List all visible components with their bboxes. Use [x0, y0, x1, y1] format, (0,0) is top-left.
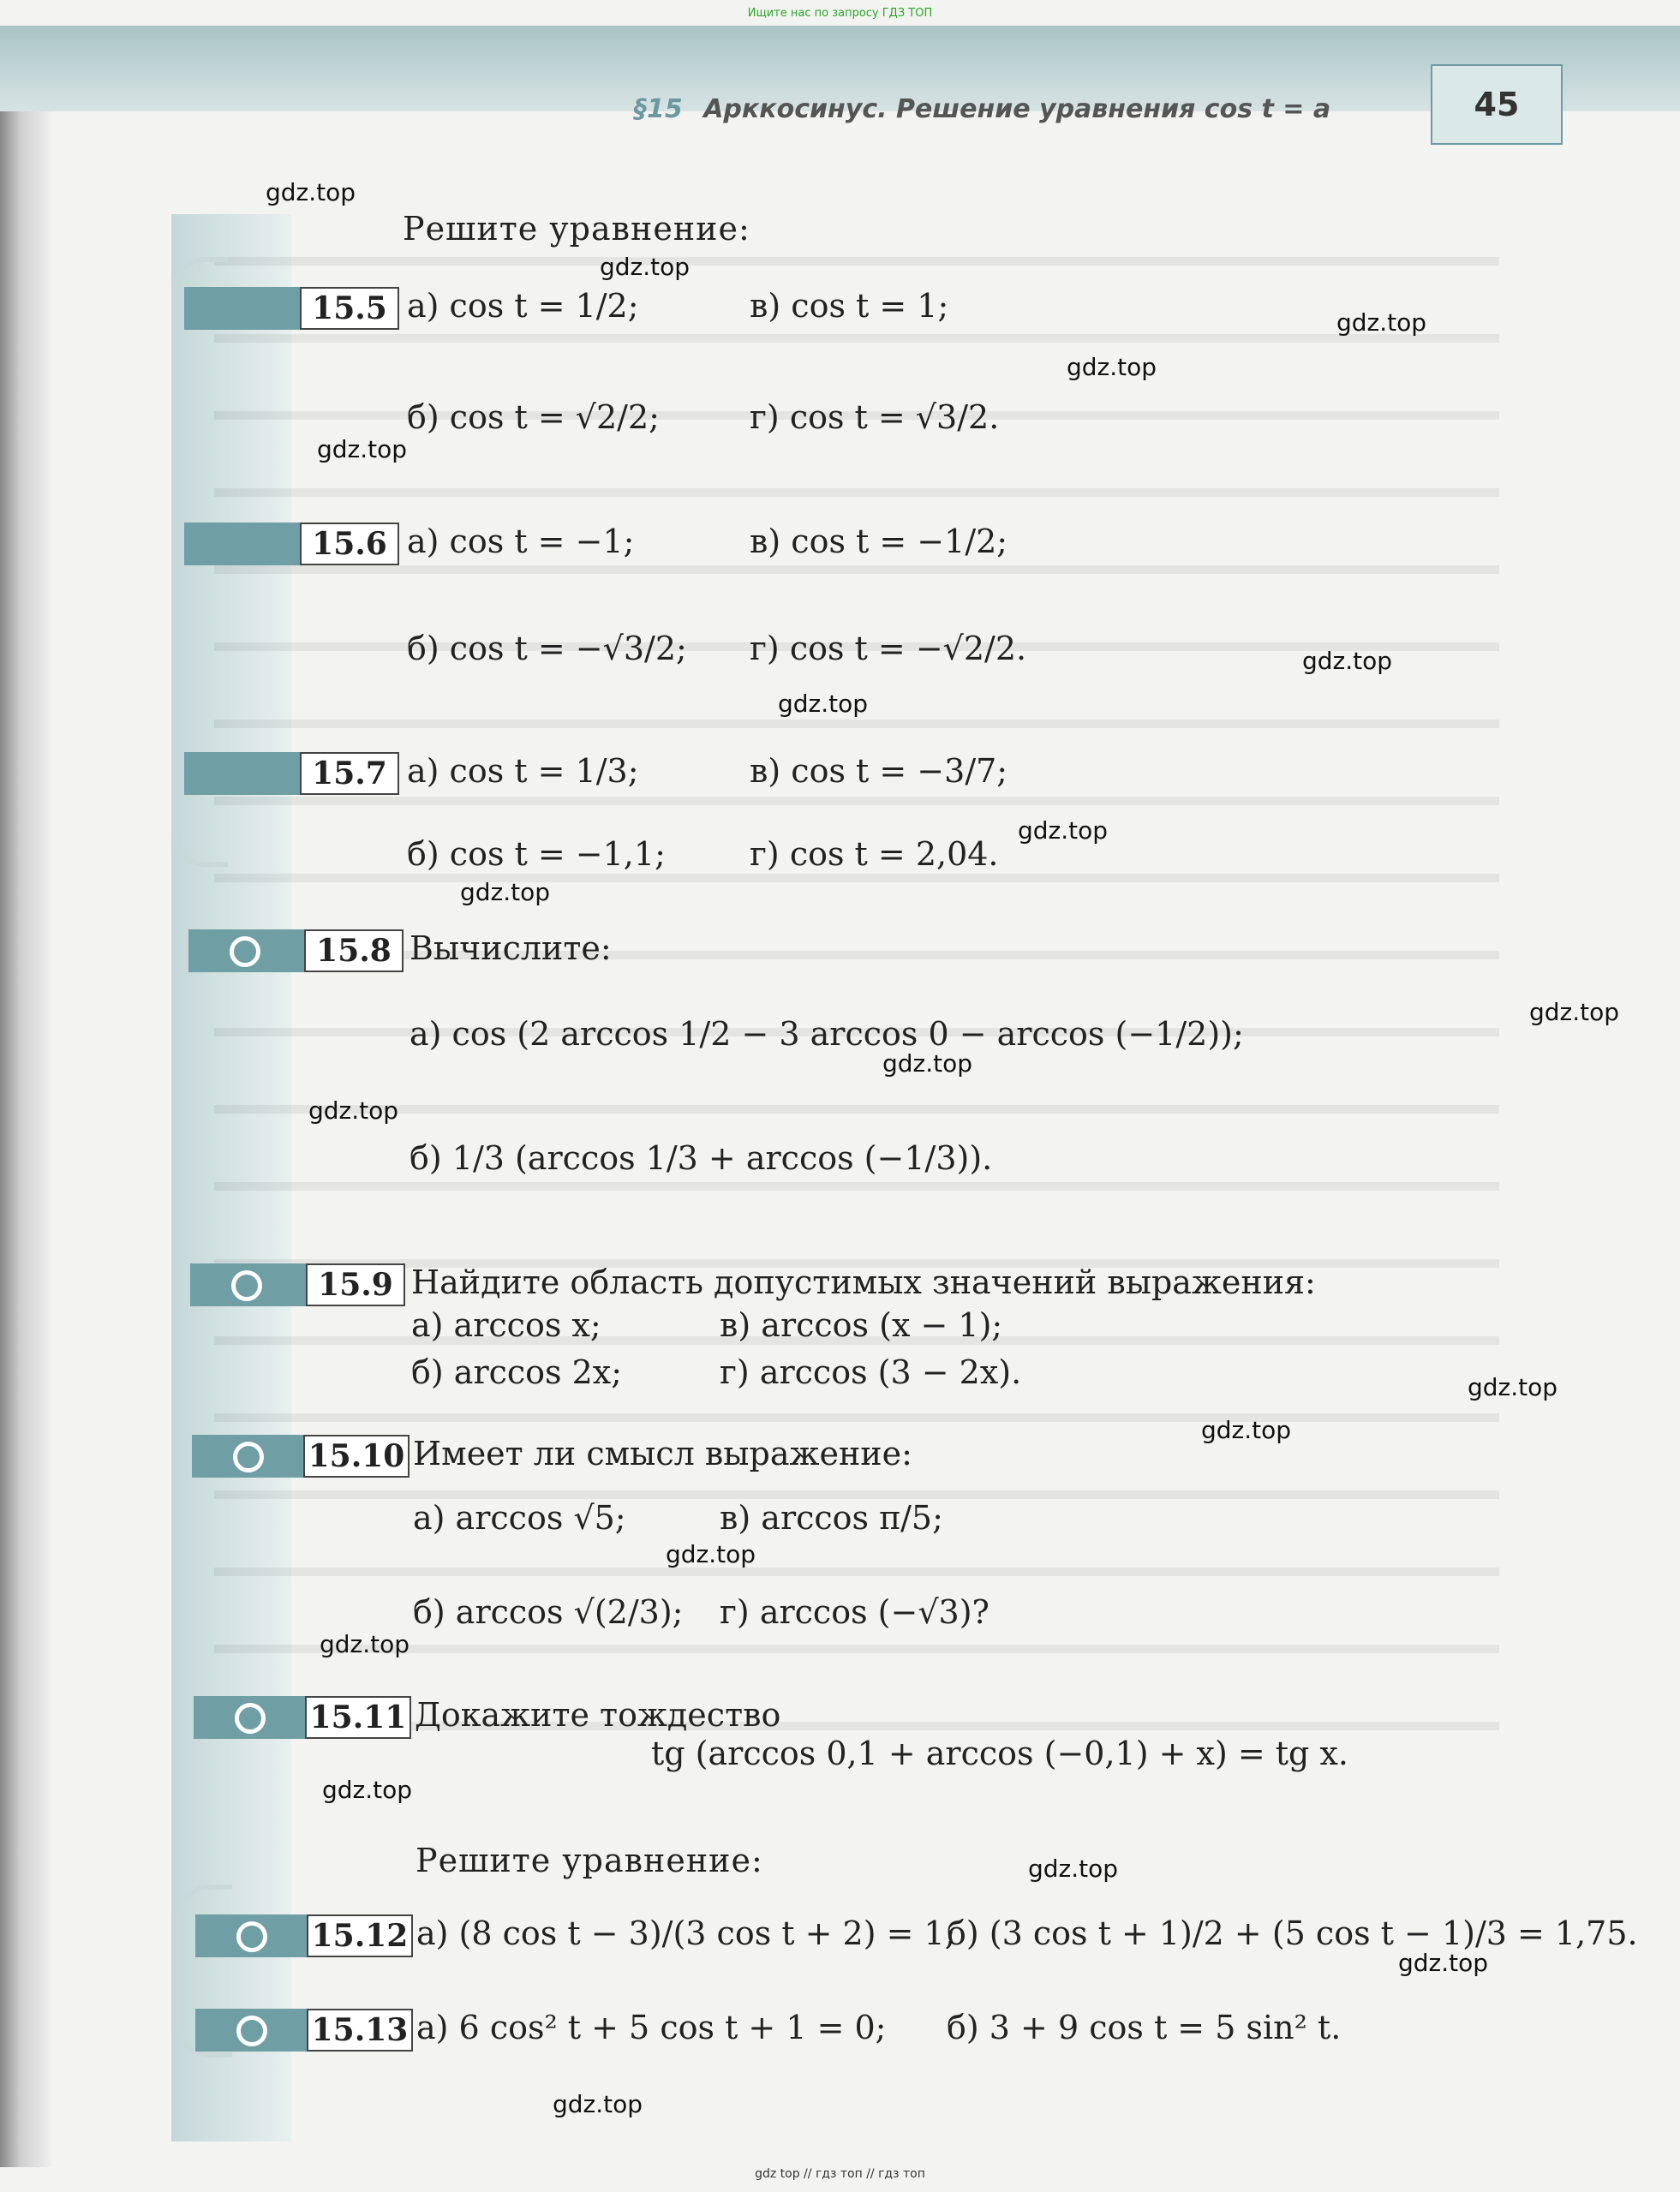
- problem-15-6-a: а) cos t = −1;: [407, 523, 635, 560]
- problem-15-13-a: а) 6 cos² t + 5 cos t + 1 = 0;: [416, 2009, 887, 2046]
- problem-15-10-b: б) arccos √(2/3);: [413, 1593, 684, 1631]
- watermark: gdz.top: [778, 690, 869, 718]
- problem-number: 15.8: [304, 929, 404, 972]
- watermark: gdz.top: [666, 1540, 756, 1568]
- problem-15-9-prompt: Найдите область допустимых значений выражения:: [411, 1263, 1316, 1301]
- problem-15-5-b: б) cos t = √2/2;: [407, 398, 660, 436]
- section-number: §15: [634, 94, 683, 124]
- problem-number: 15.11: [305, 1696, 411, 1739]
- top-banner: Ищите нас по запросу ГДЗ ТОП: [747, 7, 933, 20]
- circle-marker-icon: [235, 1703, 266, 1734]
- section-heading: Арккосинус. Решение уравнения cos t = a: [703, 94, 1331, 124]
- problem-15-13-b: б) 3 + 9 cos t = 5 sin² t.: [947, 2009, 1342, 2046]
- footer-text: gdz top // гдз топ // гдз топ: [755, 2167, 925, 2181]
- problem-number: 15.7: [300, 752, 399, 795]
- watermark: gdz.top: [1336, 308, 1427, 337]
- watermark: gdz.top: [1302, 647, 1393, 675]
- problem-15-7-g: г) cos t = 2,04.: [750, 835, 999, 873]
- problem-15-8-prompt: Вычислите:: [410, 929, 612, 967]
- problem-number: 15.5: [300, 287, 399, 330]
- problem-15-10-a: а) arccos √5;: [413, 1499, 626, 1537]
- watermark: gdz.top: [1468, 1373, 1558, 1401]
- problem-number: 15.13: [307, 2009, 413, 2052]
- problem-15-7-v: в) cos t = −3/7;: [750, 752, 1008, 790]
- problem-15-6-b: б) cos t = −√3/2;: [407, 630, 687, 667]
- watermark: gdz.top: [882, 1049, 973, 1078]
- watermark: gdz.top: [1067, 353, 1157, 381]
- watermark: gdz.top: [600, 253, 691, 281]
- problem-15-5-v: в) cos t = 1;: [750, 287, 949, 325]
- problem-number: 15.9: [306, 1263, 405, 1306]
- watermark: gdz.top: [1018, 816, 1109, 845]
- page-number: 45: [1431, 64, 1563, 145]
- watermark: gdz.top: [322, 1776, 413, 1804]
- circle-marker-icon: [236, 2016, 267, 2046]
- heading-solve-1: Решите уравнение:: [403, 210, 750, 248]
- watermark: gdz.top: [1398, 1949, 1489, 1977]
- circle-marker-icon: [233, 1442, 264, 1472]
- problem-15-10-g: г) arccos (−√3)?: [720, 1593, 989, 1631]
- problem-15-7-label: [184, 752, 398, 795]
- problem-15-11-identity: tg (arccos 0,1 + arccos (−0,1) + x) = tg x.: [651, 1735, 1348, 1772]
- problem-15-9-a: а) arccos x;: [411, 1306, 601, 1344]
- watermark: gdz.top: [317, 435, 408, 463]
- watermark: gdz.top: [460, 878, 551, 906]
- problem-15-10-v: в) arccos π/5;: [720, 1499, 943, 1537]
- circle-marker-icon: [236, 1921, 267, 1952]
- problem-number: 15.6: [300, 523, 399, 565]
- watermark: gdz.top: [1201, 1416, 1292, 1444]
- page-spine-shadow: [0, 26, 51, 2167]
- watermark: gdz.top: [1529, 998, 1620, 1026]
- problem-15-9-g: г) arccos (3 − 2x).: [720, 1353, 1022, 1391]
- problem-15-12-b: б) (3 cos t + 1)/2 + (5 cos t − 1)/3 = 1,75.: [947, 1914, 1638, 1952]
- watermark: gdz.top: [553, 2090, 643, 2118]
- problem-15-5-label: [184, 287, 398, 330]
- problem-number: 15.12: [307, 1914, 413, 1957]
- watermark: gdz.top: [308, 1096, 399, 1125]
- watermark: gdz.top: [320, 1630, 410, 1658]
- problem-15-6-v: в) cos t = −1/2;: [750, 523, 1008, 560]
- problem-15-11-prompt: Докажите тождество: [415, 1696, 781, 1734]
- circle-marker-icon: [231, 1270, 262, 1301]
- problem-15-7-a: а) cos t = 1/3;: [407, 752, 639, 790]
- problem-15-10-prompt: Имеет ли смысл выражение:: [413, 1435, 912, 1472]
- problem-15-8-a: а) cos (2 arccos 1/2 − 3 arccos 0 − arccos (−1/2));: [410, 1015, 1244, 1053]
- heading-solve-2: Решите уравнение:: [416, 1842, 763, 1879]
- circle-marker-icon: [230, 936, 260, 967]
- problem-15-9-b: б) arccos 2x;: [411, 1353, 623, 1391]
- watermark: gdz.top: [1028, 1855, 1119, 1883]
- watermark: gdz.top: [266, 178, 356, 206]
- problem-15-12-label: [195, 1914, 410, 1957]
- problem-number: 15.10: [303, 1435, 410, 1478]
- problem-15-9-label: [190, 1263, 404, 1306]
- problem-15-5-g: г) cos t = √3/2.: [750, 398, 1000, 436]
- problem-15-8-b: б) 1/3 (arccos 1/3 + arccos (−1/3)).: [410, 1139, 993, 1177]
- problem-15-12-a: а) (8 cos t − 3)/(3 cos t + 2) = 1;: [416, 1914, 956, 1952]
- problem-15-10-label: [192, 1435, 406, 1478]
- problem-15-8-label: [188, 929, 403, 972]
- problem-15-6-g: г) cos t = −√2/2.: [750, 630, 1027, 667]
- problem-15-9-v: в) arccos (x − 1);: [720, 1306, 1003, 1344]
- problem-15-13-label: [195, 2009, 410, 2052]
- problem-15-7-b: б) cos t = −1,1;: [407, 835, 666, 873]
- problem-15-5-a: а) cos t = 1/2;: [407, 287, 639, 325]
- problem-15-6-label: [184, 523, 398, 565]
- problem-15-11-label: [194, 1696, 408, 1739]
- section-title: [634, 94, 1330, 124]
